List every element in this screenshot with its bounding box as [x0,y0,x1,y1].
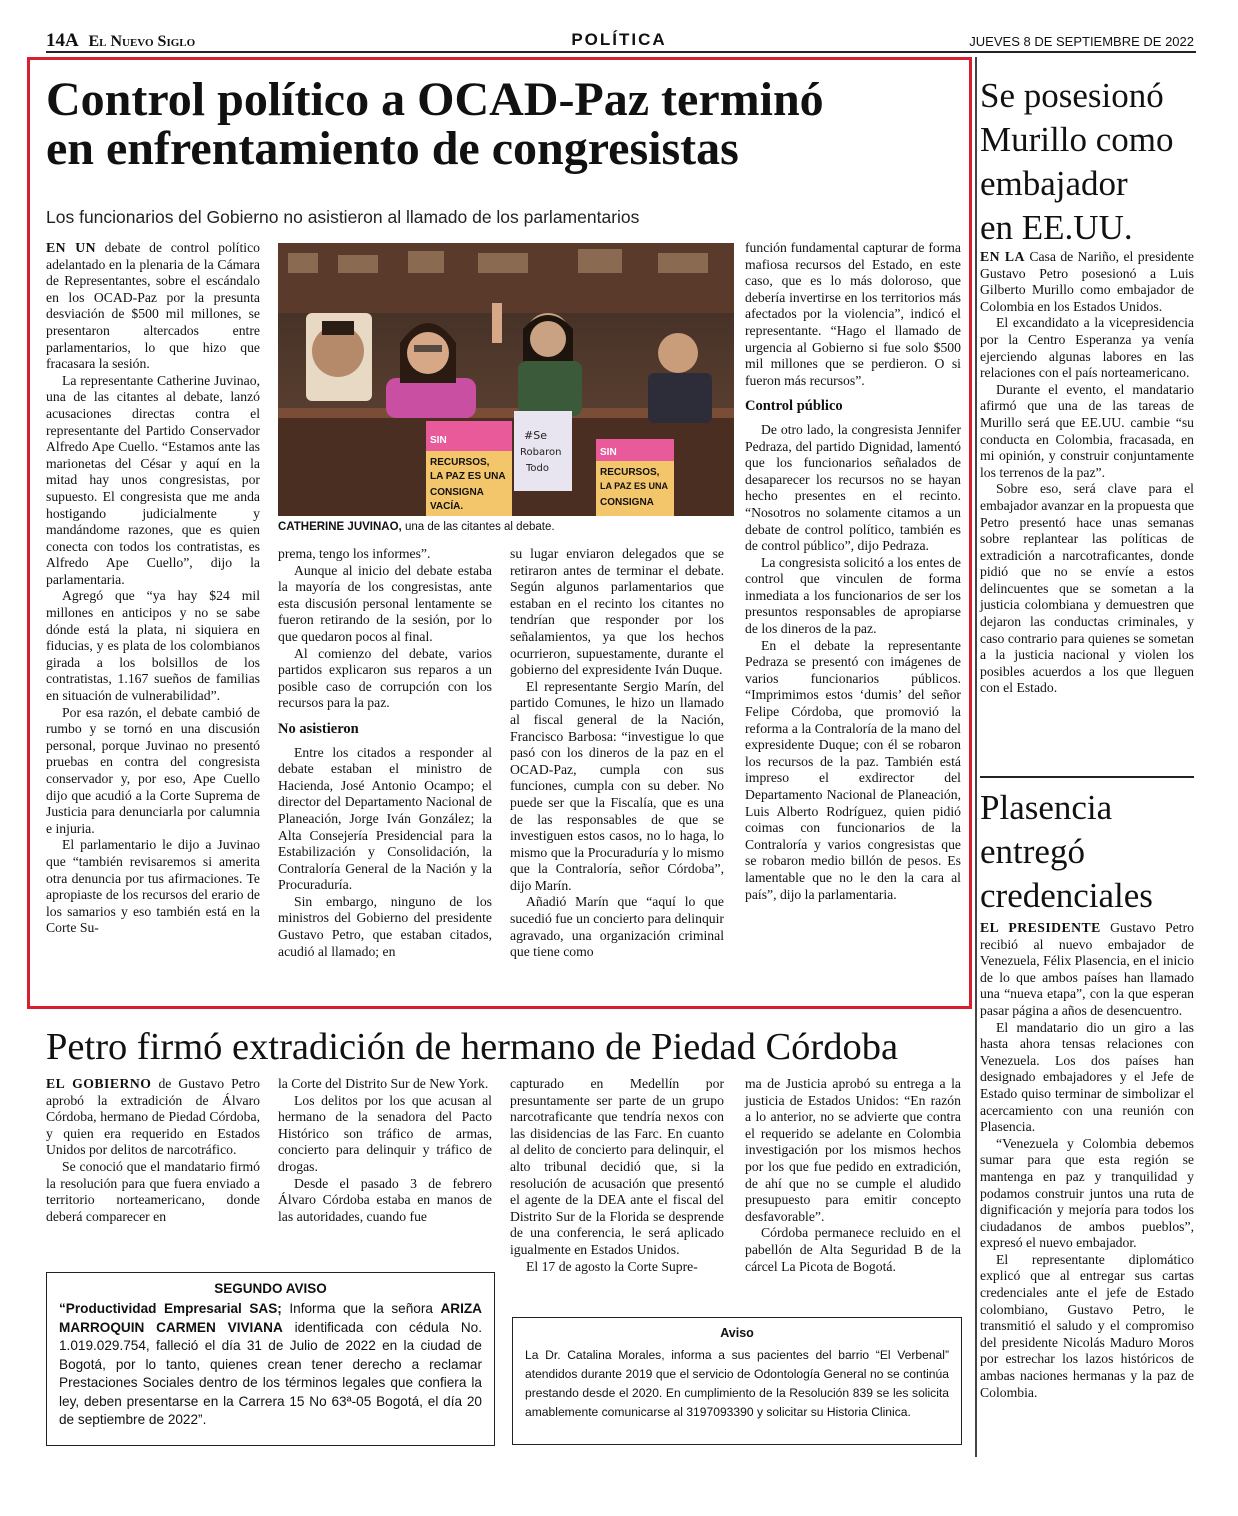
notice-aviso [512,1317,962,1445]
paragraph [510,546,724,679]
paragraph [46,373,260,589]
paragraph-text: La congresista solicitó a los entes de control que vinculen de forma inmediata a los funcionarios de ser los presuntos responsables de apropiarse de los dineros de la paz. [745,554,961,637]
paragraph-text: Los delitos por los que acusan al hermano de la senadora del Pacto Histórico son tráfico de armas, concierto para delinquir y tráfico de drogas. [278,1092,492,1174]
paragraph [980,481,1194,697]
petro-col-4 [745,1076,961,1275]
brand-name: El Nuevo Siglo [88,33,196,50]
notice-segundo-text2: identificada con cédula No. 1.019.029.754, falleció el día 31 de Julio de 2022 en la ciudad de Bogotá, por lo tanto, quienes crean tener derecho a reclamar Prestaciones Sociales dentro de los términos legales que confiera la ley, deben presentarse en la Carrera 15 No 63ª-05 Bogotá, el día 20 de septiembre de 2022”. [59,1319,483,1427]
protest-sign-2-line3: Todo [526,463,549,474]
notice-segundo-title: SEGUNDO AVISO [214,1281,327,1296]
paragraph-text: El parlamentario le dijo a Juvinao que “también revisaremos si amerita otra denuncia por tus afirmaciones. Te apropiaste de los recursos del erario de los samarios y eso también está en la Corte Su- [46,837,260,936]
petro-col-3 [510,1076,724,1275]
paragraph [510,1259,724,1276]
paragraph [278,563,492,646]
paragraph [745,240,961,389]
sidebar-divider [975,57,977,1457]
paragraph-text: El representante diplomático explicó que al entregar sus cartas credenciales ante el jefe de Estado colombiano, Gustavo Petro, le transmitió el saludo y el compromiso del presidente Nicolás Maduro Moros por estrechar los lazos históricos de ambas naciones hermanas y la paz de Colombia. [980,1251,1194,1400]
paragraph [46,837,260,937]
main-col-3 [510,546,724,961]
protest-sign-2-line1: #Se [524,429,547,442]
protest-sign-2-line2: Robaron [520,447,562,458]
murillo-headline-line1: Se posesionó [980,76,1164,115]
paragraph [278,1076,492,1093]
petro-col-2 [278,1076,492,1225]
photo-illustration [278,243,734,516]
main-headline [46,73,966,175]
murillo-headline-line3: embajador [980,164,1128,203]
paragraph-text: capturado en Medellín por presuntamente ser parte de un grupo narcotraficante que tendría nexos con las disidencias de las Farc. En cuanto al delito de concierto para delinquir, el alto tribunal decidió que, si la resolución de acusación que presentó el agente de la DEA ante el fiscal del Distrito Sur de la Florida se desprende de una conferencia, le será aplicado igualmente en Estados Unidos. [510,1076,724,1257]
paragraph-text: El excandidato a la vicepresidencia por la Centro Esperanza ya venía ejerciendo algunas labores en las relaciones con el país norteamericano. [980,315,1194,381]
paragraph [980,1136,1194,1252]
lead-in: EN LA [980,249,1025,264]
notice-aviso-body: La Dr. Catalina Morales, informa a sus pacientes del barrio “El Verbenal” atendidos durante 2019 que el servicio de Odontología General no se continúa prestando desde el 2020. En cumplimiento de la Resolución 839 se les solicita amablemente comunicarse al 3197093390 y solicitar su Historia Clinica. [525,1348,949,1419]
plasencia-headline-line1: Plasencia [980,788,1113,827]
issue-date: JUEVES 8 DE SEPTIEMBRE DE 2022 [969,34,1194,49]
paragraph [510,679,724,895]
paragraph [278,546,492,563]
paragraph-text: la Corte del Distrito Sur de New York. [278,1076,489,1091]
petro-col-1 [46,1076,260,1225]
protest-sign-1-line4: CONSIGNA [430,487,484,498]
paragraph-text: prema, tengo los informes”. [278,546,431,561]
paragraph-text: Sin embargo, ninguno de los ministros del Gobierno del presidente Gustavo Petro, que estaban citados, acudió al llamado; en [278,893,492,959]
paragraph [510,894,724,960]
paragraph [980,249,1194,315]
paragraph-text: Al comienzo del debate, varios partidos explicaron sus reparos a un posible caso de corrupción con los recursos para la paz. [278,645,492,711]
protest-sign-3-line2: RECURSOS, [600,467,660,478]
photo-caption-name: CATHERINE JUVINAO, [278,521,402,533]
paragraph-text: función fundamental capturar de forma mafiosa recursos del Estado, en este caso, que es lo más doloroso, que debería invertirse en los territorios más afectados por la violencia”, indicó el representante. “Hago el llamado de urgencia al Gobierno si fue solo $500 mil millones que se perdieron. O si fueron más recursos”. [745,240,961,388]
main-col-2 [278,546,492,960]
paragraph [510,1076,724,1259]
paragraph [980,1252,1194,1401]
plasencia-headline [980,786,1200,918]
paragraph [46,588,260,704]
debate-photo [278,243,734,516]
paragraph [980,315,1194,381]
murillo-body [980,249,1194,697]
protest-sign-1-line5: VACÍA. [430,501,464,512]
paragraph [745,1076,961,1225]
page-number-text: 14A [46,30,78,51]
masthead-rule [46,51,1196,53]
lead-in: EL PRESIDENTE [980,920,1101,935]
paragraph-text: Córdoba permanece recluido en el pabellón de Alta Seguridad B de la cárcel La Picota de Bogotá. [745,1225,961,1274]
paragraph-text: su lugar enviaron delegados que se retiraron antes de terminar el debate. Según algunos parlamentarios que estaban en el recinto los citantes no tendrían que responder por los señalamientos, ya que los hechos ocurrieron, supuestamente, durante el gobierno del expresidente Iván Duque. [510,546,724,678]
crosshead: Control público [745,398,843,415]
protest-sign-1-line1: SIN [430,435,447,446]
paragraph [46,1159,260,1225]
main-col-4 [745,240,961,903]
paragraph [745,1225,961,1275]
protest-sign-1-line2: RECURSOS, [430,457,490,468]
paragraph-text: Entre los citados a responder al debate estaban el ministro de Hacienda, José Antonio Ocampo; el director del Departamento Nacional de Planeación, Jorge Iván González; la Alta Consejería Presidencial para la Estabilización y Consolidación, la Contraloría General de la Nación y la Procuraduría. [278,744,492,893]
paragraph-text: Desde el pasado 3 de febrero Álvaro Córdoba estaba en manos de las autoridades, cuando fue [278,1175,492,1224]
notice-segundo-body [59,1300,482,1430]
paragraph-text: Por esa razón, el debate cambió de rumbo y se tornó en una discusión personal, porque Juvinao no presentó pruebas en contra del congresista conservador y, por eso, Ape Cuello dijo que acudió a la Corte Suprema de Justicia para denunciarla por calumnia e injuria. [46,704,260,836]
paragraph-text: “Venezuela y Colombia debemos sumar para que esta región se mantenga en paz y tranquilidad y podamos construir juntos una ruta de dignificación y mejoría para todos los ciudadanos de ambos pueblos”, expresó el nuevo embajador. [980,1135,1194,1251]
sidebar-separator [980,776,1194,778]
notice-segundo-company: “Productividad Empresarial SAS; [59,1301,282,1316]
paragraph [980,1020,1194,1136]
paragraph-text: Sobre eso, será clave para el embajador avanzar en la propuesta que Petro presentó hace unas semanas sobre replantear las políticas de extradición a narcotraficantes, donde pidió que no se envíe a estos delincuentes que se sometan a la justicia colombiana y demuestren que dejaron las conductas criminales, y caso contrario para quienes se sometan a la justicia nacional y violen los posibles acuerdos a los que lleguen con el Estado. [980,481,1194,696]
plasencia-headline-line3: credenciales [980,876,1153,915]
paragraph-text: Añadió Marín que “aquí lo que sucedió fue un concierto para delinquir agravado, una organización criminal que tiene como [510,894,724,960]
notice-segundo-text1: Informa que la señora [281,1301,441,1316]
paragraph-text: Casa de Nariño, el presidente Gustavo Petro posesionó a Luis Gilberto Murillo como embajador de Colombia en los Estados Unidos. [980,249,1194,314]
paragraph [46,1076,260,1159]
main-subheadline: Los funcionarios del Gobierno no asistieron al llamado de los parlamentarios [46,207,640,227]
protest-sign-3-line4: CONSIGNA [600,497,654,508]
paragraph-text: El 17 de agosto la Corte Supre- [526,1258,698,1274]
paragraph [980,920,1194,1020]
petro-headline: Petro firmó extradición de hermano de Piedad Córdoba [46,1026,899,1068]
main-headline-line1: Control político a OCAD-Paz terminó [46,73,824,126]
paragraph [46,705,260,838]
paragraph [745,555,961,638]
protest-sign-3-line3: LA PAZ ES UNA [600,481,669,491]
plasencia-headline-line2: entregó [980,832,1085,871]
photo-caption [278,521,734,533]
protest-sign-1-line3: LA PAZ ES UNA [430,471,506,482]
paragraph-text: En el debate la representante Pedraza se presentó con imágenes de varios funcionarios públicos. “Imprimimos estos ‘dumis’ del señor Felipe Córdoba, que promovió la reforma a la Contraloría de la mano del expresidente Duque; con él se robaron los recursos de la paz. También está impreso el exdirector del Departamento Nacional de Planeación, Luis Alberto Rodríguez, quien pidió coimas con funcionarios de la Contraloría y varios congresistas que se robaron medio billón de pesos. Es lamentable que no le den la cara al país”, dijo la parlamentaria. [745,637,961,902]
paragraph-text: Agregó que “ya hay $24 mil millones en anticipos y no se sabe dónde está la plata, ni siquiera en fiducias, y es plata de los colombianos girada a los bolsillos de los contratistas, 1.167 sueños de familias en situación de vulnerabilidad”. [46,588,260,704]
murillo-headline [980,74,1200,250]
paragraph-text: Gustavo Petro recibió al nuevo embajador de Venezuela, Félix Plasencia, en el inicio de lo que ambos países han llamado una “nueva etapa”, con la que esperan pasar página a años de desencuentro. [980,920,1194,1018]
lead-in: EN UN [46,240,96,255]
notice-segundo-aviso [46,1272,495,1446]
paragraph-text: Aunque al inicio del debate estaba la mayoría de los congresistas, ante esta discusión personal lentamente se fueron retirando de la sesión, por lo que quedaron pocos al final. [278,562,492,644]
notice-aviso-title: Aviso [720,1326,754,1340]
paragraph [745,638,961,904]
paragraph [980,382,1194,482]
paragraph-text: El representante Sergio Marín, del partido Comunes, le hizo un llamado al fiscal general de la Nación, Francisco Barbosa: “investigue lo que pasó con los dineros de la paz en el OCAD-Paz, cumpla con sus funciones, cumpla con su deber. No puede ser que la Fiscalía, que es una de las responsables de que se investiguen estos casos, no lo haga, lo mismo que la Procuraduría y lo mismo que la Contraloría, señor Córdoba”, dijo Marín. [510,678,724,893]
paragraph-text: De otro lado, la congresista Jennifer Pedraza, del partido Dignidad, lamentó que los funcionarios señalados de desaparecer los recursos no se hayan hecho presentes en el recinto. “Nosotros no solamente citamos a un debate de control político, también es de control público”, dijo Pedraza. [745,421,961,554]
notice-segundo-person: ARIZA MARROQUIN CARMEN VIVIANA [59,1301,482,1335]
section-title: POLÍTICA [571,30,667,49]
paragraph [278,1093,492,1176]
paragraph-text: debate de control político adelantado en la plenaria de la Cámara de Representantes, sobre el escándalo en los OCAD-Paz por la presunta desviación de $500 mil millones, se presentaron altercados entre parlamentarios, lo que hizo que fracasara la sesión. [46,240,260,372]
protest-sign-3-line1: SIN [600,447,617,458]
paragraph [278,894,492,960]
paragraph-text: de Gustavo Petro aprobó la extradición de Álvaro Córdoba, hermano de Piedad Córdoba, y quien era requerido en Estados Unidos por delitos de narcotráfico. [46,1076,260,1158]
paragraph [745,422,961,555]
main-col-1 [46,240,260,937]
paragraph-text: La representante Catherine Juvinao, una de las citantes al debate, lanzó acusaciones directas contra el representante del Partido Conservador Alfredo Ape Cuello. “Estamos ante las marionetas del César y aquí en la mitad hay unos congresistas, por supuesto. El congresista que me anda hostigando judicialmente y mandándome razones, que es quien conecta con todos los contratistas, es Alfredo Ape Cuello”, dijo la parlamentaria. [46,372,260,587]
paragraph-text: Se conoció que el mandatario firmó la resolución para que fuera enviado a territorio norteamericano, donde deberá comparecer en [46,1158,260,1224]
crosshead: No asistieron [278,720,359,737]
murillo-headline-line2: Murillo como [980,120,1174,159]
paragraph-text: ma de Justicia aprobó su entrega a la justicia de Estados Unidos: “En razón a lo anterior, no se advierte que contra el requerido se adelante en Colombia investigación por los mismos hechos por los que fue pedido en extradición, de ahí que no se cumple el aludido presupuesto para emitir concepto desfavorable”. [745,1076,961,1224]
main-headline-line2: en enfrentamiento de congresistas [46,121,739,175]
paragraph [46,240,260,373]
paragraph-text: El mandatario dio un giro a las hasta ahora tensas relaciones con Venezuela. Los dos países han designado embajadores y el Jefe de Estado quiso terminar de simbolizar el acercamiento con una reunión con Plasencia. [980,1019,1194,1135]
lead-in: EL GOBIERNO [46,1076,152,1091]
murillo-headline-line4: en EE.UU. [980,208,1133,247]
paragraph-text: Durante el evento, el mandatario afirmó que una de las tareas de Murillo será que EE.UU. cambie “su conducta en Colombia, fracasada, en mi opinión, y construir conjuntamente los terrenos de la paz”. [980,381,1194,480]
photo-caption-text: una de las citantes al debate. [401,521,555,533]
paragraph [278,1176,492,1226]
plasencia-body [980,920,1194,1401]
paragraph [278,745,492,894]
paragraph [278,646,492,712]
